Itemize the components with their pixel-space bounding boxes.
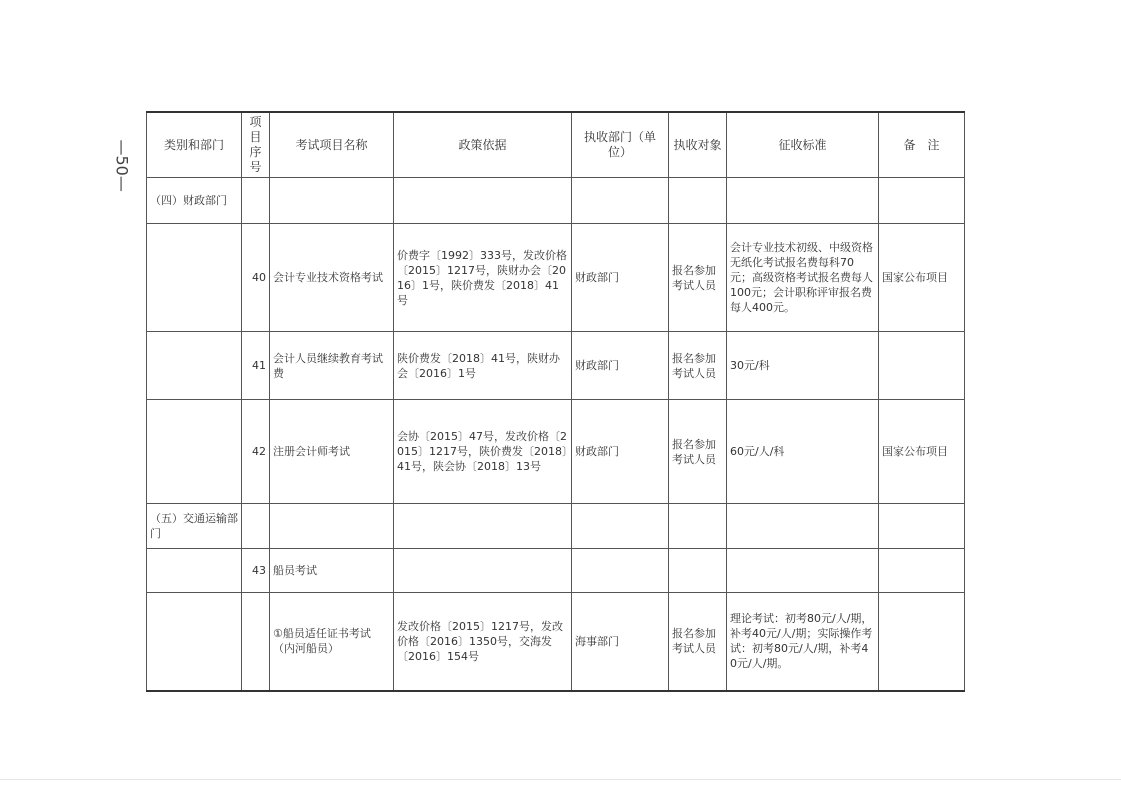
target-cell: 报名参加考试人员: [669, 400, 727, 504]
page-number: —50—: [112, 139, 132, 192]
header-collecting-dept: 执收部门（单位）: [572, 112, 669, 178]
category-cell: [147, 593, 242, 691]
policy-basis-cell: 价费字〔1992〕333号，发改价格〔2015〕1217号，陕财办会〔2016〕1号，陕价费发〔2018〕41号: [394, 224, 572, 332]
header-row: [147, 112, 965, 178]
item-no-cell: 41: [242, 332, 270, 400]
header-target: 执收对象: [669, 112, 727, 178]
header-standard: 征收标准: [727, 112, 879, 178]
item-no-cell: [242, 504, 270, 549]
target-cell: 报名参加考试人员: [669, 593, 727, 691]
remarks-cell: [879, 593, 965, 691]
standard-cell: 会计专业技术初级、中级资格无纸化考试报名费每科70元；高级资格考试报名费每人100元；会计职称评审报名费每人400元。: [727, 224, 879, 332]
exam-name-cell: [270, 504, 394, 549]
target-cell: 报名参加考试人员: [669, 332, 727, 400]
table-row: [147, 504, 965, 549]
remarks-cell: [879, 178, 965, 224]
exam-name-cell: 船员考试: [270, 549, 394, 593]
category-cell: [147, 400, 242, 504]
target-cell: [669, 178, 727, 224]
header-remarks: 备 注: [879, 112, 965, 178]
exam-name-cell: ①船员适任证书考试（内河船员）: [270, 593, 394, 691]
exam-name-cell: 会计人员继续教育考试费: [270, 332, 394, 400]
policy-basis-cell: [394, 504, 572, 549]
standard-cell: [727, 178, 879, 224]
remarks-cell: [879, 504, 965, 549]
standard-cell: [727, 504, 879, 549]
collecting-dept-cell: [572, 549, 669, 593]
item-no-cell: 42: [242, 400, 270, 504]
fee-table: [146, 111, 965, 692]
collecting-dept-cell: 财政部门: [572, 332, 669, 400]
remarks-cell: [879, 332, 965, 400]
header-exam-name: 考试项目名称: [270, 112, 394, 178]
table-row: [147, 400, 965, 504]
standard-cell: 60元/人/科: [727, 400, 879, 504]
item-no-cell: 40: [242, 224, 270, 332]
category-cell: [147, 549, 242, 593]
collecting-dept-cell: [572, 178, 669, 224]
header-item-no: 项目序号: [242, 112, 270, 178]
remarks-cell: [879, 549, 965, 593]
table-row: [147, 332, 965, 400]
policy-basis-cell: 发改价格〔2015〕1217号，发改价格〔2016〕1350号，交海发〔2016〕154号: [394, 593, 572, 691]
category-cell: [147, 224, 242, 332]
policy-basis-cell: [394, 178, 572, 224]
collecting-dept-cell: 财政部门: [572, 224, 669, 332]
collecting-dept-cell: 财政部门: [572, 400, 669, 504]
page-edge-line: [0, 779, 1121, 780]
exam-name-cell: 会计专业技术资格考试: [270, 224, 394, 332]
item-no-cell: 43: [242, 549, 270, 593]
standard-cell: 理论考试：初考80元/人/期，补考40元/人/期；实际操作考试：初考80元/人/期，补考40元/人/期。: [727, 593, 879, 691]
target-cell: [669, 504, 727, 549]
table-row: [147, 593, 965, 691]
policy-basis-cell: 陕价费发〔2018〕41号，陕财办会〔2016〕1号: [394, 332, 572, 400]
item-no-cell: [242, 593, 270, 691]
exam-name-cell: 注册会计师考试: [270, 400, 394, 504]
policy-basis-cell: 会协〔2015〕47号，发改价格〔2015〕1217号，陕价费发〔2018〕41号，陕会协〔2018〕13号: [394, 400, 572, 504]
policy-basis-cell: [394, 549, 572, 593]
remarks-cell: 国家公布项目: [879, 224, 965, 332]
table-row: [147, 178, 965, 224]
header-policy-basis: 政策依据: [394, 112, 572, 178]
standard-cell: [727, 549, 879, 593]
remarks-cell: 国家公布项目: [879, 400, 965, 504]
item-no-cell: [242, 178, 270, 224]
header-category: 类别和部门: [147, 112, 242, 178]
collecting-dept-cell: [572, 504, 669, 549]
standard-cell: 30元/科: [727, 332, 879, 400]
collecting-dept-cell: 海事部门: [572, 593, 669, 691]
category-cell: （四）财政部门: [147, 178, 242, 224]
target-cell: 报名参加考试人员: [669, 224, 727, 332]
target-cell: [669, 549, 727, 593]
exam-name-cell: [270, 178, 394, 224]
category-cell: （五）交通运输部门: [147, 504, 242, 549]
table-row: [147, 549, 965, 593]
category-cell: [147, 332, 242, 400]
table-row: [147, 224, 965, 332]
